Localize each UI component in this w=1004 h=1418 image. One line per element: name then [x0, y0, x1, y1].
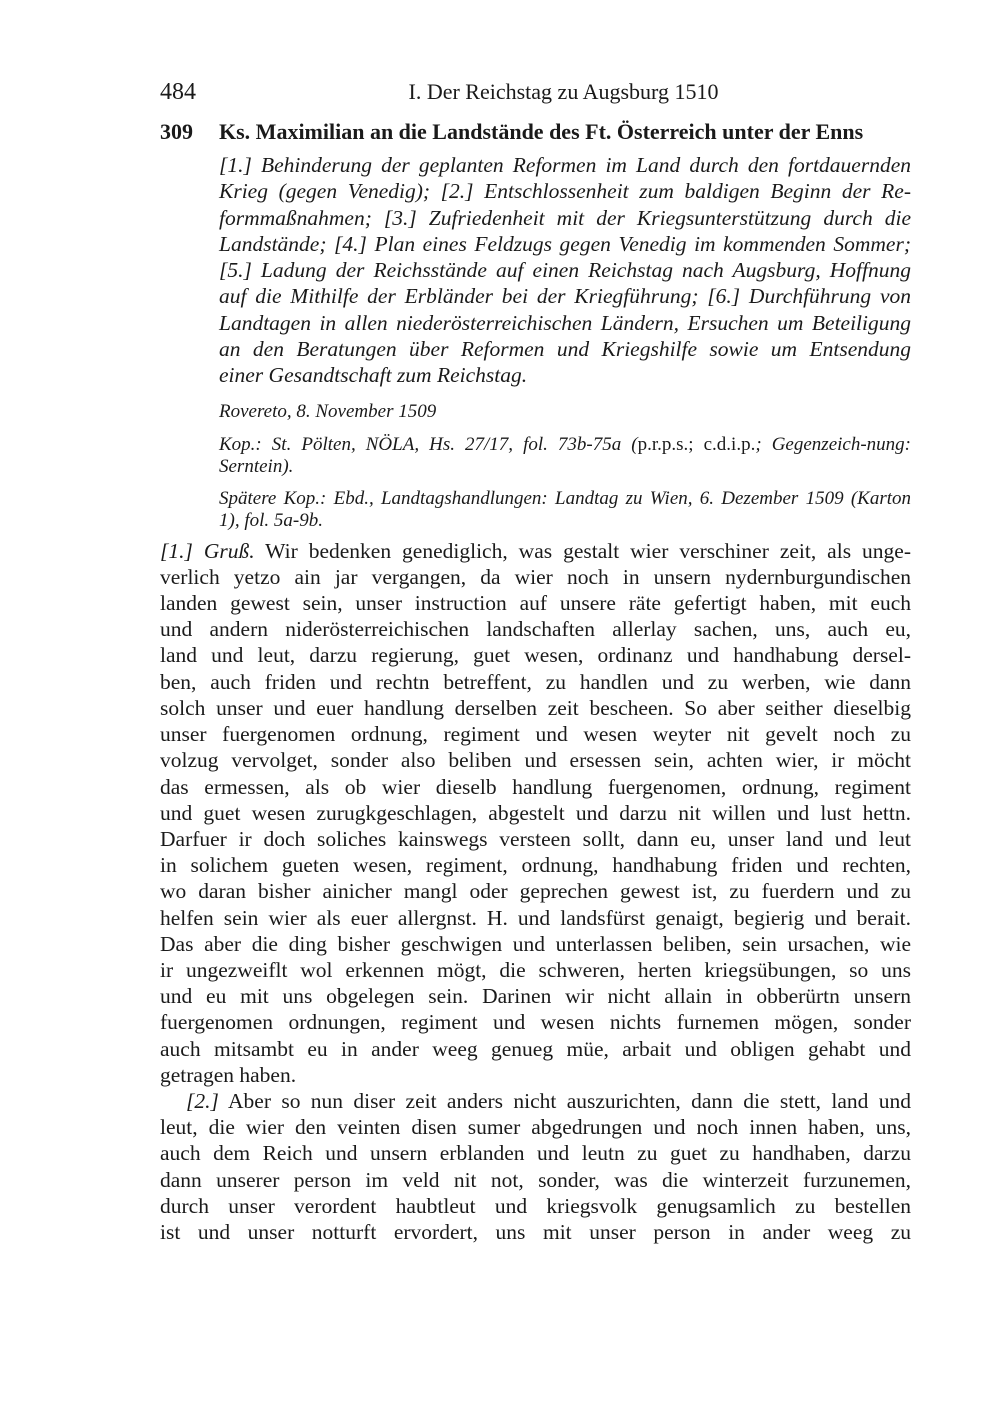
body-line: Das aber die ding bisher geschwigen und unterlassen beliben, sein ursachen, wie — [160, 931, 911, 956]
body-line: helfen sein wier als euer allergnst. H. und landsfürst genaigt, begierig und berait. — [160, 905, 911, 930]
source-abbrev: c.d.i.p. — [703, 433, 756, 455]
document-title: Ks. Maximilian an die Landstände des Ft. Österreich unter der Enns — [219, 119, 864, 144]
regest-line: [5.] Ladung der Reichsstände auf einen Reichstag nach Augsburg, Hoffnung — [219, 258, 911, 283]
source-copy — [219, 434, 911, 478]
source-text: Kop.: St. Pölten, NÖLA, Hs. 27/17, fol. 73b-75a ( — [219, 433, 638, 455]
body-line: ir ungezweiflt wol erkennen mögt, die schweren, herten kriegsübungen, so uns — [160, 957, 911, 982]
later-copy: Spätere Kop.: Ebd., Landtagshandlungen: Landtag zu Wien, 6. Dezember 1509 (Karton 1), fol. 5a-9b. — [219, 487, 911, 531]
body-line: und eu mit uns obgelegen sein. Darinen wir nicht allain in obberürtn unsern — [160, 984, 911, 1009]
regest-line: an den Beratungen über Reformen und Kriegshilfe sowie um Entsendung — [219, 337, 911, 362]
body-line: auch dem Reich und unsern erblanden und leutn zu guet zu handhaben, darzu — [160, 1141, 911, 1166]
line-text: Wir bedenken genediglich, was gestalt wier verschiner zeit, als unge- — [254, 538, 911, 563]
body-line: und andern niderösterreichischen landschaften allerlay sachen, uns, auch eu, — [160, 617, 911, 642]
date-place: Rovereto, 8. November 1509 — [219, 400, 437, 422]
chapter-title: I. Der Reichstag zu Augsburg 1510 — [408, 79, 719, 104]
regest-line: auf die Mithilfe der Erbländer bei der Kriegführung; [6.] Durchführung von — [219, 284, 911, 309]
body-line: dann unserer person im veld nit not, sonder, was die winterzeit furzunemen, — [160, 1167, 911, 1192]
body-line — [160, 538, 911, 564]
section-marker: [2.] — [186, 1088, 219, 1113]
body-line: fuergenomen ordnungen, regiment und wesen nichts furnemen mögen, sonder — [160, 1010, 911, 1035]
body-line: ben, auch friden und rechtn betreffent, zu handlen und zu werben, wie dann — [160, 669, 911, 694]
regest-line: Landtagen in allen niederösterreichischen Ländern, Ersuchen um Beteiligung — [219, 310, 911, 335]
body-line: auch mitsambt eu in ander weeg genueg müe, arbait und obligen gehabt und — [160, 1036, 911, 1061]
document-heading — [160, 118, 911, 146]
regest-line: Landstände; [4.] Plan eines Feldzugs gegen Venedig im kommenden Sommer; — [219, 231, 911, 256]
source-abbrev: p.r.p.s.; — [637, 433, 694, 455]
document-body — [160, 538, 911, 1245]
body-line: ist und unser notturft ervordert, uns mit unser person in ander weeg zu — [160, 1219, 911, 1244]
body-line: landen gewest sein, unser instruction auf unsere räte gefertigt haben, mit euch — [160, 591, 911, 616]
body-line: leut, die wier den veinten disen sumer abgedrungen und noch innen haben, uns, — [160, 1115, 911, 1140]
regest-line: [1.] Behinderung der geplanten Reformen im Land durch den fortdauernden — [219, 153, 911, 177]
body-line: und guet wesen zurugkgeschlagen, abgestelt und darzu nit willen und lust hettn. — [160, 800, 911, 825]
body-line: solch unser und euer handlung derselben zeit bescheen. So aber seither dieselbig — [160, 695, 911, 720]
document-page — [160, 78, 911, 1245]
running-head — [160, 78, 911, 106]
regest-line: Krieg (gegen Venedig); [2.] Entschlossenheit zum baldigen Beginn der Re- — [219, 179, 911, 204]
body-line: in solichem gueten wesen, regiment, ordnung, handhabung friden und rechten, — [160, 853, 911, 878]
body-line: wo daran bisher ainicher mangl oder geprechen gewest ist, zu fuerdern und zu — [160, 879, 911, 904]
body-line: volzug vervolget, sonder also beliben und ersessen sein, achten wier, ir möcht — [160, 748, 911, 773]
regest — [219, 152, 911, 389]
document-number: 309 — [160, 119, 193, 144]
body-line: Darfuer ir doch soliches kainswegs versteen sollt, dann eu, unser land und leut — [160, 826, 911, 851]
regest-line: einer Gesandtschaft zum Reichstag. — [219, 363, 528, 388]
body-line: durch unser verordent haubtleut und kriegsvolk genugsamlich zu bestellen — [160, 1193, 911, 1218]
line-text: Aber so nun diser zeit anders nicht auszurichten, dann die stett, land und — [218, 1088, 911, 1113]
body-line: land und leut, darzu regierung, guet wesen, ordinanz und handhabung dersel- — [160, 643, 911, 668]
body-line — [160, 1088, 911, 1114]
source-space — [694, 434, 704, 455]
body-line: das ermessen, als ob wier dieselb handlung fuergenomen, ordnung, regiment — [160, 774, 911, 799]
source-text: ; Gegenzeich-nung: Serntein). — [219, 433, 911, 477]
page-number: 484 — [160, 79, 196, 105]
section-marker: [1.] Gruß. — [160, 538, 255, 563]
regest-line: formmaßnahmen; [3.] Zufriedenheit mit der Kriegsunterstützung durch die — [219, 205, 911, 230]
document-meta — [219, 152, 911, 532]
body-line: verlich yetzo ain jar vergangen, da wier noch in unsern nydernburgundischen — [160, 564, 911, 589]
body-line: unser fuergenomen ordnung, regiment und wesen weyter nit gevelt noch zu — [160, 722, 911, 747]
body-line: getragen haben. — [160, 1062, 297, 1087]
